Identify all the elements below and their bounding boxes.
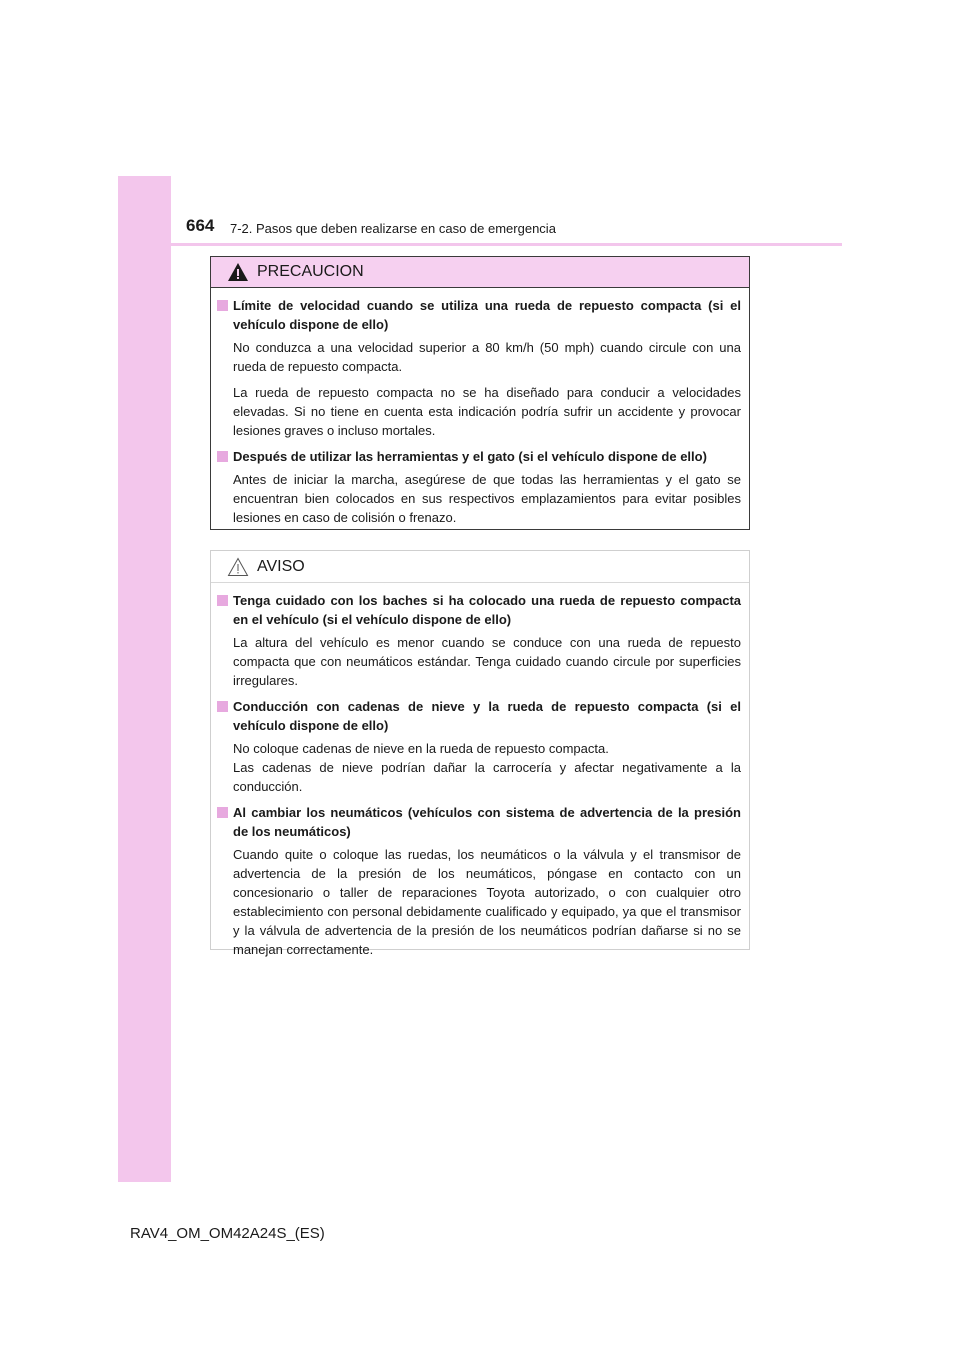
notice-body xyxy=(211,583,749,959)
caution-item xyxy=(217,296,741,440)
notice-box xyxy=(210,550,750,957)
paragraph: No coloque cadenas de nieve en la rueda de repuesto compacta. Las cadenas de nieve podrían dañar la carrocería y afectar negativamente a la conducción. xyxy=(233,741,741,794)
caution-header xyxy=(211,257,749,288)
page-number: 664 xyxy=(186,216,215,235)
notice-item-title: Conducción con cadenas de nieve y la rueda de repuesto compacta (si el vehículo dispone de ello) xyxy=(217,697,741,735)
square-bullet-icon xyxy=(217,595,228,606)
notice-item-title: Tenga cuidado con los baches si ha colocado una rueda de repuesto compacta en el vehículo (si el vehículo dispone de ello) xyxy=(217,591,741,629)
paragraph: Cuando quite o coloque las ruedas, los neumáticos o la válvula y el transmisor de advertencia de la presión de los neumáticos, póngase en contacto con un concesionario o taller de reparaciones Toyota autorizado, o con cualquier otro establecimiento con personal debidamente cualificado y equipado, ya que el transmisor y la válvula de advertencia de la presión de los neumáticos podrían dañarse si no se manejan correctamente. xyxy=(233,847,741,957)
notice-header xyxy=(211,551,749,583)
notice-item xyxy=(217,803,741,959)
document-code: RAV4_OM_OM42A24S_(ES) xyxy=(130,1225,325,1242)
notice-item-text xyxy=(217,845,741,959)
paragraph: La rueda de repuesto compacta no se ha diseñado para conducir a velocidades elevadas. Si no tiene en cuenta esta indicación podría sufrir un accidente y provocar lesiones graves o incluso mortales. xyxy=(233,385,741,438)
header-rule xyxy=(118,243,842,246)
notice-item xyxy=(217,697,741,796)
caution-item-text xyxy=(217,470,741,527)
caution-title: PRECAUCION xyxy=(257,263,364,280)
notice-item-text xyxy=(217,739,741,796)
square-bullet-icon xyxy=(217,701,228,712)
paragraph: No conduzca a una velocidad superior a 80 km/h (50 mph) cuando circule con una rueda de repuesto compacta. xyxy=(233,340,741,374)
square-bullet-icon xyxy=(217,451,228,462)
side-margin-band xyxy=(118,176,171,1182)
notice-item-text xyxy=(217,633,741,690)
section-title: 7-2. Pasos que deben realizarse en caso de emergencia xyxy=(230,221,556,236)
caution-box xyxy=(210,256,750,530)
warning-triangle-filled-icon xyxy=(227,262,249,282)
square-bullet-icon xyxy=(217,300,228,311)
warning-triangle-outline-icon xyxy=(227,557,249,577)
caution-item xyxy=(217,447,741,527)
paragraph: Antes de iniciar la marcha, asegúrese de que todas las herramientas y el gato se encuentran bien colocados en sus respectivos emplazamientos para evitar posibles lesiones en caso de colisión o frenazo. xyxy=(233,472,741,525)
caution-body xyxy=(211,288,749,527)
notice-title: AVISO xyxy=(257,557,305,575)
notice-item-title: Al cambiar los neumáticos (vehículos con sistema de advertencia de la presión de los neumáticos) xyxy=(217,803,741,841)
caution-item-title: Después de utilizar las herramientas y el gato (si el vehículo dispone de ello) xyxy=(217,447,741,466)
caution-item-text xyxy=(217,338,741,440)
square-bullet-icon xyxy=(217,807,228,818)
caution-item-title: Límite de velocidad cuando se utiliza una rueda de repuesto compacta (si el vehículo dispone de ello) xyxy=(217,296,741,334)
notice-item xyxy=(217,591,741,690)
paragraph: La altura del vehículo es menor cuando se conduce con una rueda de repuesto compacta que con neumáticos estándar. Tenga cuidado cuando circule por superficies irregulares. xyxy=(233,635,741,688)
